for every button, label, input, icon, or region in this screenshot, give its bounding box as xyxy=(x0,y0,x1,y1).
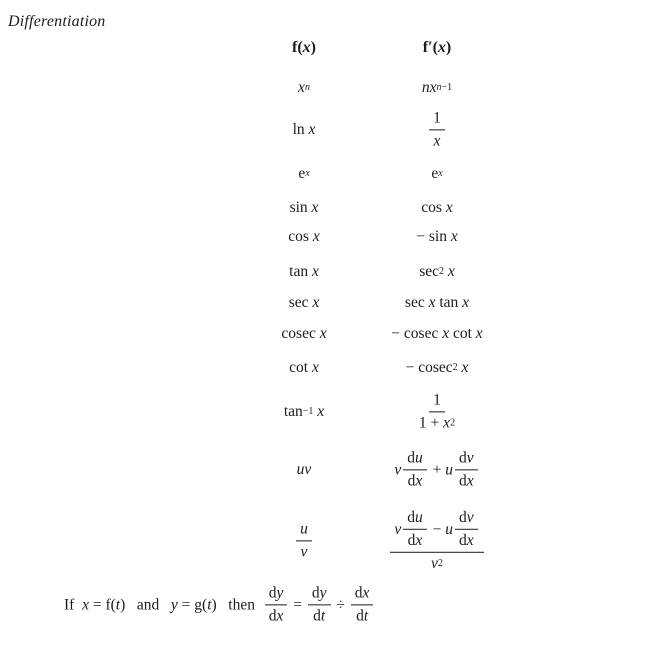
math-text: x xyxy=(312,294,320,311)
math-text: x xyxy=(466,472,474,490)
math-superscript xyxy=(437,83,453,93)
math-text: v xyxy=(431,555,438,573)
math-text: x xyxy=(428,294,436,311)
math-text: ln xyxy=(292,121,309,138)
fraction-denominator xyxy=(455,471,478,492)
math-text: x xyxy=(415,531,423,549)
math-text: n xyxy=(304,82,310,93)
math-text: x xyxy=(445,199,453,216)
math-text: v xyxy=(466,449,474,467)
fraction-numerator xyxy=(265,583,288,605)
math-text: sec xyxy=(419,263,440,280)
math-text: d xyxy=(354,584,363,602)
math-text: x xyxy=(450,228,458,245)
fpx-cell xyxy=(342,228,532,246)
math-superscript xyxy=(438,559,443,569)
math-text: u xyxy=(445,461,453,478)
math-text: d xyxy=(356,607,364,625)
fraction-numerator xyxy=(403,448,427,470)
math-fraction xyxy=(415,390,459,433)
math-text: − cosec xyxy=(405,359,453,376)
math-text: x xyxy=(319,325,327,342)
math-text: e xyxy=(431,165,439,182)
math-fraction xyxy=(403,448,427,491)
fpx-cell xyxy=(342,508,532,574)
math-text: x xyxy=(415,472,423,490)
math-text: d xyxy=(313,607,321,625)
math-text: sec xyxy=(288,294,313,311)
math-text: x xyxy=(437,39,446,56)
math-text: 1 xyxy=(433,109,441,127)
math-text: tan xyxy=(283,403,303,420)
math-text: d xyxy=(268,607,277,625)
math-text: x xyxy=(305,168,310,179)
fraction-numerator xyxy=(455,508,478,530)
math-text: t xyxy=(363,607,369,625)
math-text: x xyxy=(438,168,443,179)
math-text: d xyxy=(459,449,467,467)
math-text: x xyxy=(82,596,89,613)
fpx-cell xyxy=(342,325,532,343)
math-text: + xyxy=(428,461,446,478)
math-text: = xyxy=(289,596,306,613)
fraction-numerator xyxy=(390,508,483,553)
fraction-numerator xyxy=(429,108,445,130)
math-text: t xyxy=(207,596,212,613)
math-fraction xyxy=(455,508,478,551)
math-superscript xyxy=(305,83,310,93)
math-fraction xyxy=(429,108,445,151)
math-fraction xyxy=(308,583,331,626)
fraction-denominator xyxy=(352,606,372,627)
math-text: x xyxy=(447,263,455,280)
math-text: x xyxy=(466,531,474,549)
math-fraction xyxy=(265,583,288,626)
math-text: cot xyxy=(449,325,476,342)
math-text: x xyxy=(276,607,284,625)
parametric-rule-line xyxy=(64,583,375,626)
math-text: u xyxy=(300,520,308,538)
math-text: x xyxy=(308,121,316,138)
math-text: u xyxy=(445,520,453,538)
math-text: 2 xyxy=(450,417,456,429)
fpx-cell xyxy=(342,165,532,183)
math-text: t xyxy=(115,596,121,613)
math-text: sin xyxy=(289,199,312,216)
math-text: v xyxy=(394,520,402,538)
math-text: d xyxy=(268,584,277,602)
math-text: u xyxy=(415,449,423,467)
math-text: 1 xyxy=(433,391,441,409)
math-text: − xyxy=(428,520,446,538)
fpx-cell xyxy=(342,108,532,151)
math-text: cot xyxy=(289,359,312,376)
math-text: ) xyxy=(310,39,316,56)
math-text: x xyxy=(298,79,305,96)
fraction-numerator xyxy=(351,583,374,605)
fraction-denominator xyxy=(415,413,459,434)
math-text: 2 xyxy=(452,362,458,373)
math-text: − cosec xyxy=(391,325,443,342)
math-text: x xyxy=(462,294,470,311)
math-text: x xyxy=(312,228,320,245)
fpx-cell xyxy=(342,359,532,377)
math-text: d xyxy=(407,531,416,549)
math-text: v xyxy=(394,461,402,478)
fraction-numerator xyxy=(308,583,331,605)
math-text: x xyxy=(433,132,441,150)
fraction-denominator xyxy=(404,530,427,551)
math-text: x xyxy=(317,403,325,420)
page-title: Differentiation xyxy=(8,13,106,30)
fraction-numerator xyxy=(403,508,427,530)
math-fraction xyxy=(390,508,483,574)
math-text: d xyxy=(407,508,415,526)
math-text: = f( xyxy=(88,596,116,613)
fraction-numerator xyxy=(429,390,445,412)
fpx-cell xyxy=(342,294,532,312)
math-text: ) then xyxy=(211,596,263,613)
fraction-denominator xyxy=(404,471,427,492)
math-text: n xyxy=(436,82,442,93)
math-text: x xyxy=(311,263,319,280)
math-text: −1 xyxy=(302,406,314,417)
fraction-numerator xyxy=(296,519,312,541)
math-text: ) and xyxy=(120,596,171,613)
math-text: d xyxy=(459,472,467,490)
math-text: nx xyxy=(421,79,437,96)
math-text: x xyxy=(302,39,311,56)
math-text: uv xyxy=(296,461,312,478)
math-text: v xyxy=(300,543,308,561)
math-text: d xyxy=(407,472,416,490)
math-text: d xyxy=(459,531,467,549)
math-fraction xyxy=(296,519,312,562)
math-fraction xyxy=(455,448,478,491)
math-text: y xyxy=(276,584,284,602)
math-text: tan xyxy=(289,263,312,280)
math-superscript xyxy=(438,169,442,179)
math-text: 1 + xyxy=(418,414,444,432)
math-text: x xyxy=(442,325,450,342)
math-text: x xyxy=(311,359,319,376)
math-text: −1 xyxy=(441,82,453,93)
fpx-cell xyxy=(342,263,532,281)
fraction-denominator xyxy=(455,530,478,551)
math-text: x xyxy=(362,584,370,602)
math-text: cos xyxy=(421,199,446,216)
math-text: 2 xyxy=(439,266,445,277)
math-superscript xyxy=(450,419,455,429)
math-text: t xyxy=(320,607,326,625)
math-text: d xyxy=(311,584,320,602)
math-text: sec xyxy=(404,294,429,311)
math-fraction xyxy=(403,508,427,551)
fpx-cell xyxy=(342,79,532,97)
math-text: cos xyxy=(288,228,313,245)
math-text: d xyxy=(407,449,415,467)
math-superscript xyxy=(305,169,309,179)
math-text: f( xyxy=(292,39,303,56)
math-text: u xyxy=(415,508,423,526)
fpx-cell xyxy=(342,199,532,217)
math-text: 2 xyxy=(437,558,443,570)
fpx-cell xyxy=(342,390,532,433)
math-text: e xyxy=(298,165,306,182)
math-text: x xyxy=(475,325,483,342)
math-fraction xyxy=(351,583,374,626)
fraction-denominator xyxy=(427,553,447,574)
fraction-denominator xyxy=(430,131,445,152)
fraction-denominator xyxy=(297,542,312,563)
math-text: y xyxy=(170,596,178,613)
math-text: = g( xyxy=(177,596,208,613)
math-text: f′( xyxy=(422,39,438,56)
fraction-denominator xyxy=(309,606,329,627)
fpx-cell xyxy=(342,448,532,491)
math-text: tan xyxy=(435,294,463,311)
math-text: ) xyxy=(445,39,452,56)
math-text: cosec xyxy=(281,325,320,342)
fraction-numerator xyxy=(455,448,478,470)
math-text: x xyxy=(443,414,451,432)
math-text: y xyxy=(319,584,327,602)
math-text: d xyxy=(459,508,467,526)
math-text: x xyxy=(461,359,469,376)
fraction-denominator xyxy=(265,606,288,627)
math-text: x xyxy=(311,199,319,216)
math-text: v xyxy=(466,508,474,526)
math-text: − sin xyxy=(416,228,451,245)
math-text: If xyxy=(64,596,83,613)
column-header-fpx xyxy=(342,39,532,57)
math-superscript xyxy=(303,407,314,417)
math-text: ÷ xyxy=(332,596,349,613)
